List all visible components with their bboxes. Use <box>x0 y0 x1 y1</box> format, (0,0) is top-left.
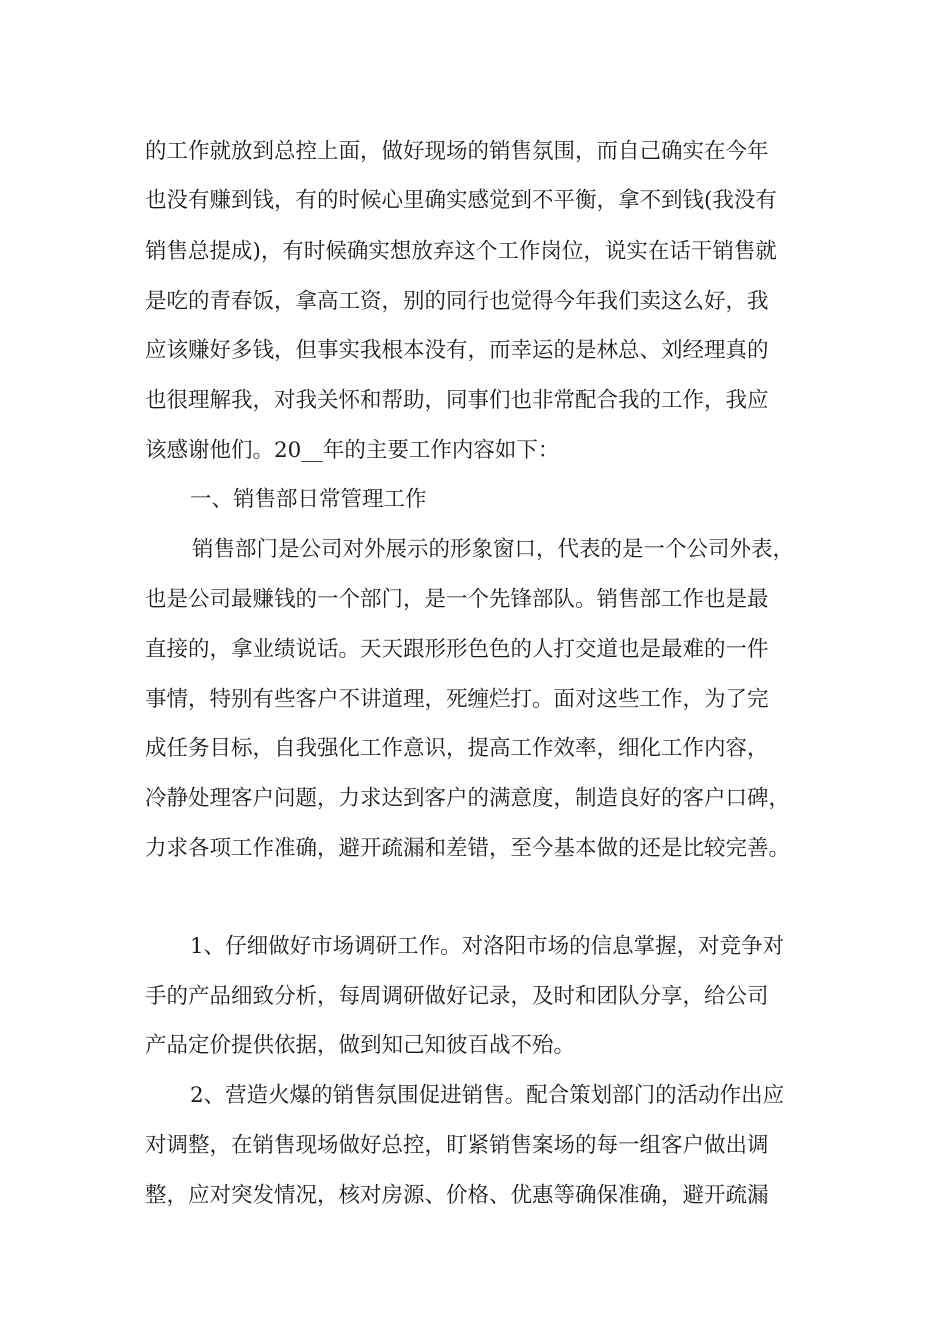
text-line: 也很理解我，对我关怀和帮助，同事们也非常配合我的工作，我应 <box>145 388 769 413</box>
text-line: 产品定价提供依据，做到知己知彼百战不殆。 <box>145 1033 576 1058</box>
text-line: 成任务目标，自我强化工作意识，提高工作效率，细化工作内容， <box>145 736 769 761</box>
text-line: 销售总提成)，有时候确实想放弃这个工作岗位，说实在话干销售就 <box>145 239 777 264</box>
list-item: 2、营造火爆的销售氛围促进销售。配合策划部门的活动作出应 <box>190 1083 785 1108</box>
text-line: 销售部门是公司对外展示的形象窗口，代表的是一个公司外表， <box>192 537 795 562</box>
text-line: 事情，特别有些客户不讲道理，死缠烂打。面对这些工作，为了完 <box>145 687 769 712</box>
text-line: 的工作就放到总控上面，做好现场的销售氛围，而自己确实在今年 <box>145 139 769 164</box>
text-line: 也没有赚到钱，有的时候心里确实感觉到不平衡，拿不到钱(我没有 <box>145 188 777 213</box>
text-line: 是吃的青春饭，拿高工资，别的同行也觉得今年我们卖这么好，我 <box>145 289 769 314</box>
section-heading: 一、销售部日常管理工作 <box>190 487 427 512</box>
list-item: 1、仔细做好市场调研工作。对洛阳市场的信息掌握，对竞争对 <box>190 934 785 959</box>
text-line: 直接的，拿业绩说话。天天跟形形色色的人打交道也是最难的一件 <box>145 637 769 662</box>
text-line: 整，应对突发情况，核对房源、价格、优惠等确保准确，避开疏漏 <box>145 1183 769 1208</box>
text-line: 对调整，在销售现场做好总控，盯紧销售案场的每一组客户做出调 <box>145 1133 769 1158</box>
text-line: 冷静处理客户问题，力求达到客户的满意度，制造良好的客户口碑， <box>145 786 791 811</box>
text-line: 也是公司最赚钱的一个部门，是一个先锋部队。销售部工作也是最 <box>145 587 769 612</box>
text-line: 手的产品细致分析，每周调研做好记录，及时和团队分享，给公司 <box>145 984 769 1009</box>
text-line: 该感谢他们。20__年的主要工作内容如下： <box>145 438 560 463</box>
text-line: 力求各项工作准确，避开疏漏和差错，至今基本做的还是比较完善。 <box>145 836 791 861</box>
text-line: 应该赚好多钱，但事实我根本没有，而幸运的是林总、刘经理真的 <box>145 338 769 363</box>
